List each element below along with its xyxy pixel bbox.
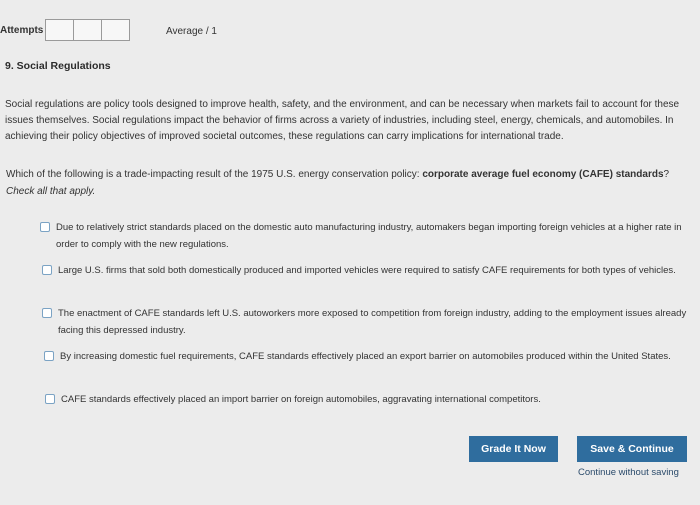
continue-without-saving-link[interactable]: Continue without saving (578, 467, 679, 478)
answer-option-1[interactable] (40, 219, 692, 253)
prompt-text: Which of the following is a trade-impacting result of the 1975 U.S. energy conservation policy: (6, 169, 423, 180)
option-label: Large U.S. firms that sold both domestically produced and imported vehicles were required to satisfy CAFE requirements for both types of vehicles. (58, 265, 676, 276)
question-prompt (6, 166, 686, 200)
attempts-row (0, 18, 130, 42)
option-label: Due to relatively strict standards placed on the domestic auto manufacturing industry, automakers began importing foreign vehicles at a higher rate in order to comply with the new regulations. (56, 222, 682, 250)
prompt-policy-name: corporate average fuel economy (CAFE) standards (422, 169, 664, 180)
average-score: Average / 1 (166, 26, 217, 37)
checkbox[interactable] (42, 308, 52, 318)
checkbox[interactable] (44, 351, 54, 361)
prompt-instruction: Check all that apply. (6, 186, 96, 197)
attempt-box (101, 19, 130, 41)
attempts-label: Attempts (0, 24, 44, 36)
answer-option-5[interactable] (45, 391, 685, 408)
answer-option-3[interactable] (42, 305, 692, 339)
answer-option-4[interactable] (44, 348, 694, 365)
grade-it-now-button[interactable]: Grade It Now (469, 436, 558, 462)
answer-option-2[interactable] (42, 262, 696, 279)
option-label: By increasing domestic fuel requirements, CAFE standards effectively placed an export barrier on automobiles produced within the United States. (60, 351, 671, 362)
checkbox[interactable] (45, 394, 55, 404)
question-title: 9. Social Regulations (5, 60, 111, 72)
option-label: CAFE standards effectively placed an import barrier on foreign automobiles, aggravating international competitors. (61, 394, 541, 405)
checkbox[interactable] (42, 265, 52, 275)
attempt-box (45, 19, 74, 41)
checkbox[interactable] (40, 222, 50, 232)
option-label: The enactment of CAFE standards left U.S. autoworkers more exposed to competition from foreign industry, adding to the employment issues already facing this depressed industry. (58, 308, 687, 336)
attempt-box (73, 19, 102, 41)
question-intro: Social regulations are policy tools designed to improve health, safety, and the environment, and can be necessary when markets fail to account for these issues themselves. Social regulations impact the behavior of firms across a variety of industries, including steel, energy, chemicals, and automobiles. In achieving their policy objectives of improved societal outcomes, these regulations can carry implications for international trade. (5, 99, 680, 142)
prompt-punct: ? (663, 169, 670, 180)
save-and-continue-button[interactable]: Save & Continue (577, 436, 687, 462)
